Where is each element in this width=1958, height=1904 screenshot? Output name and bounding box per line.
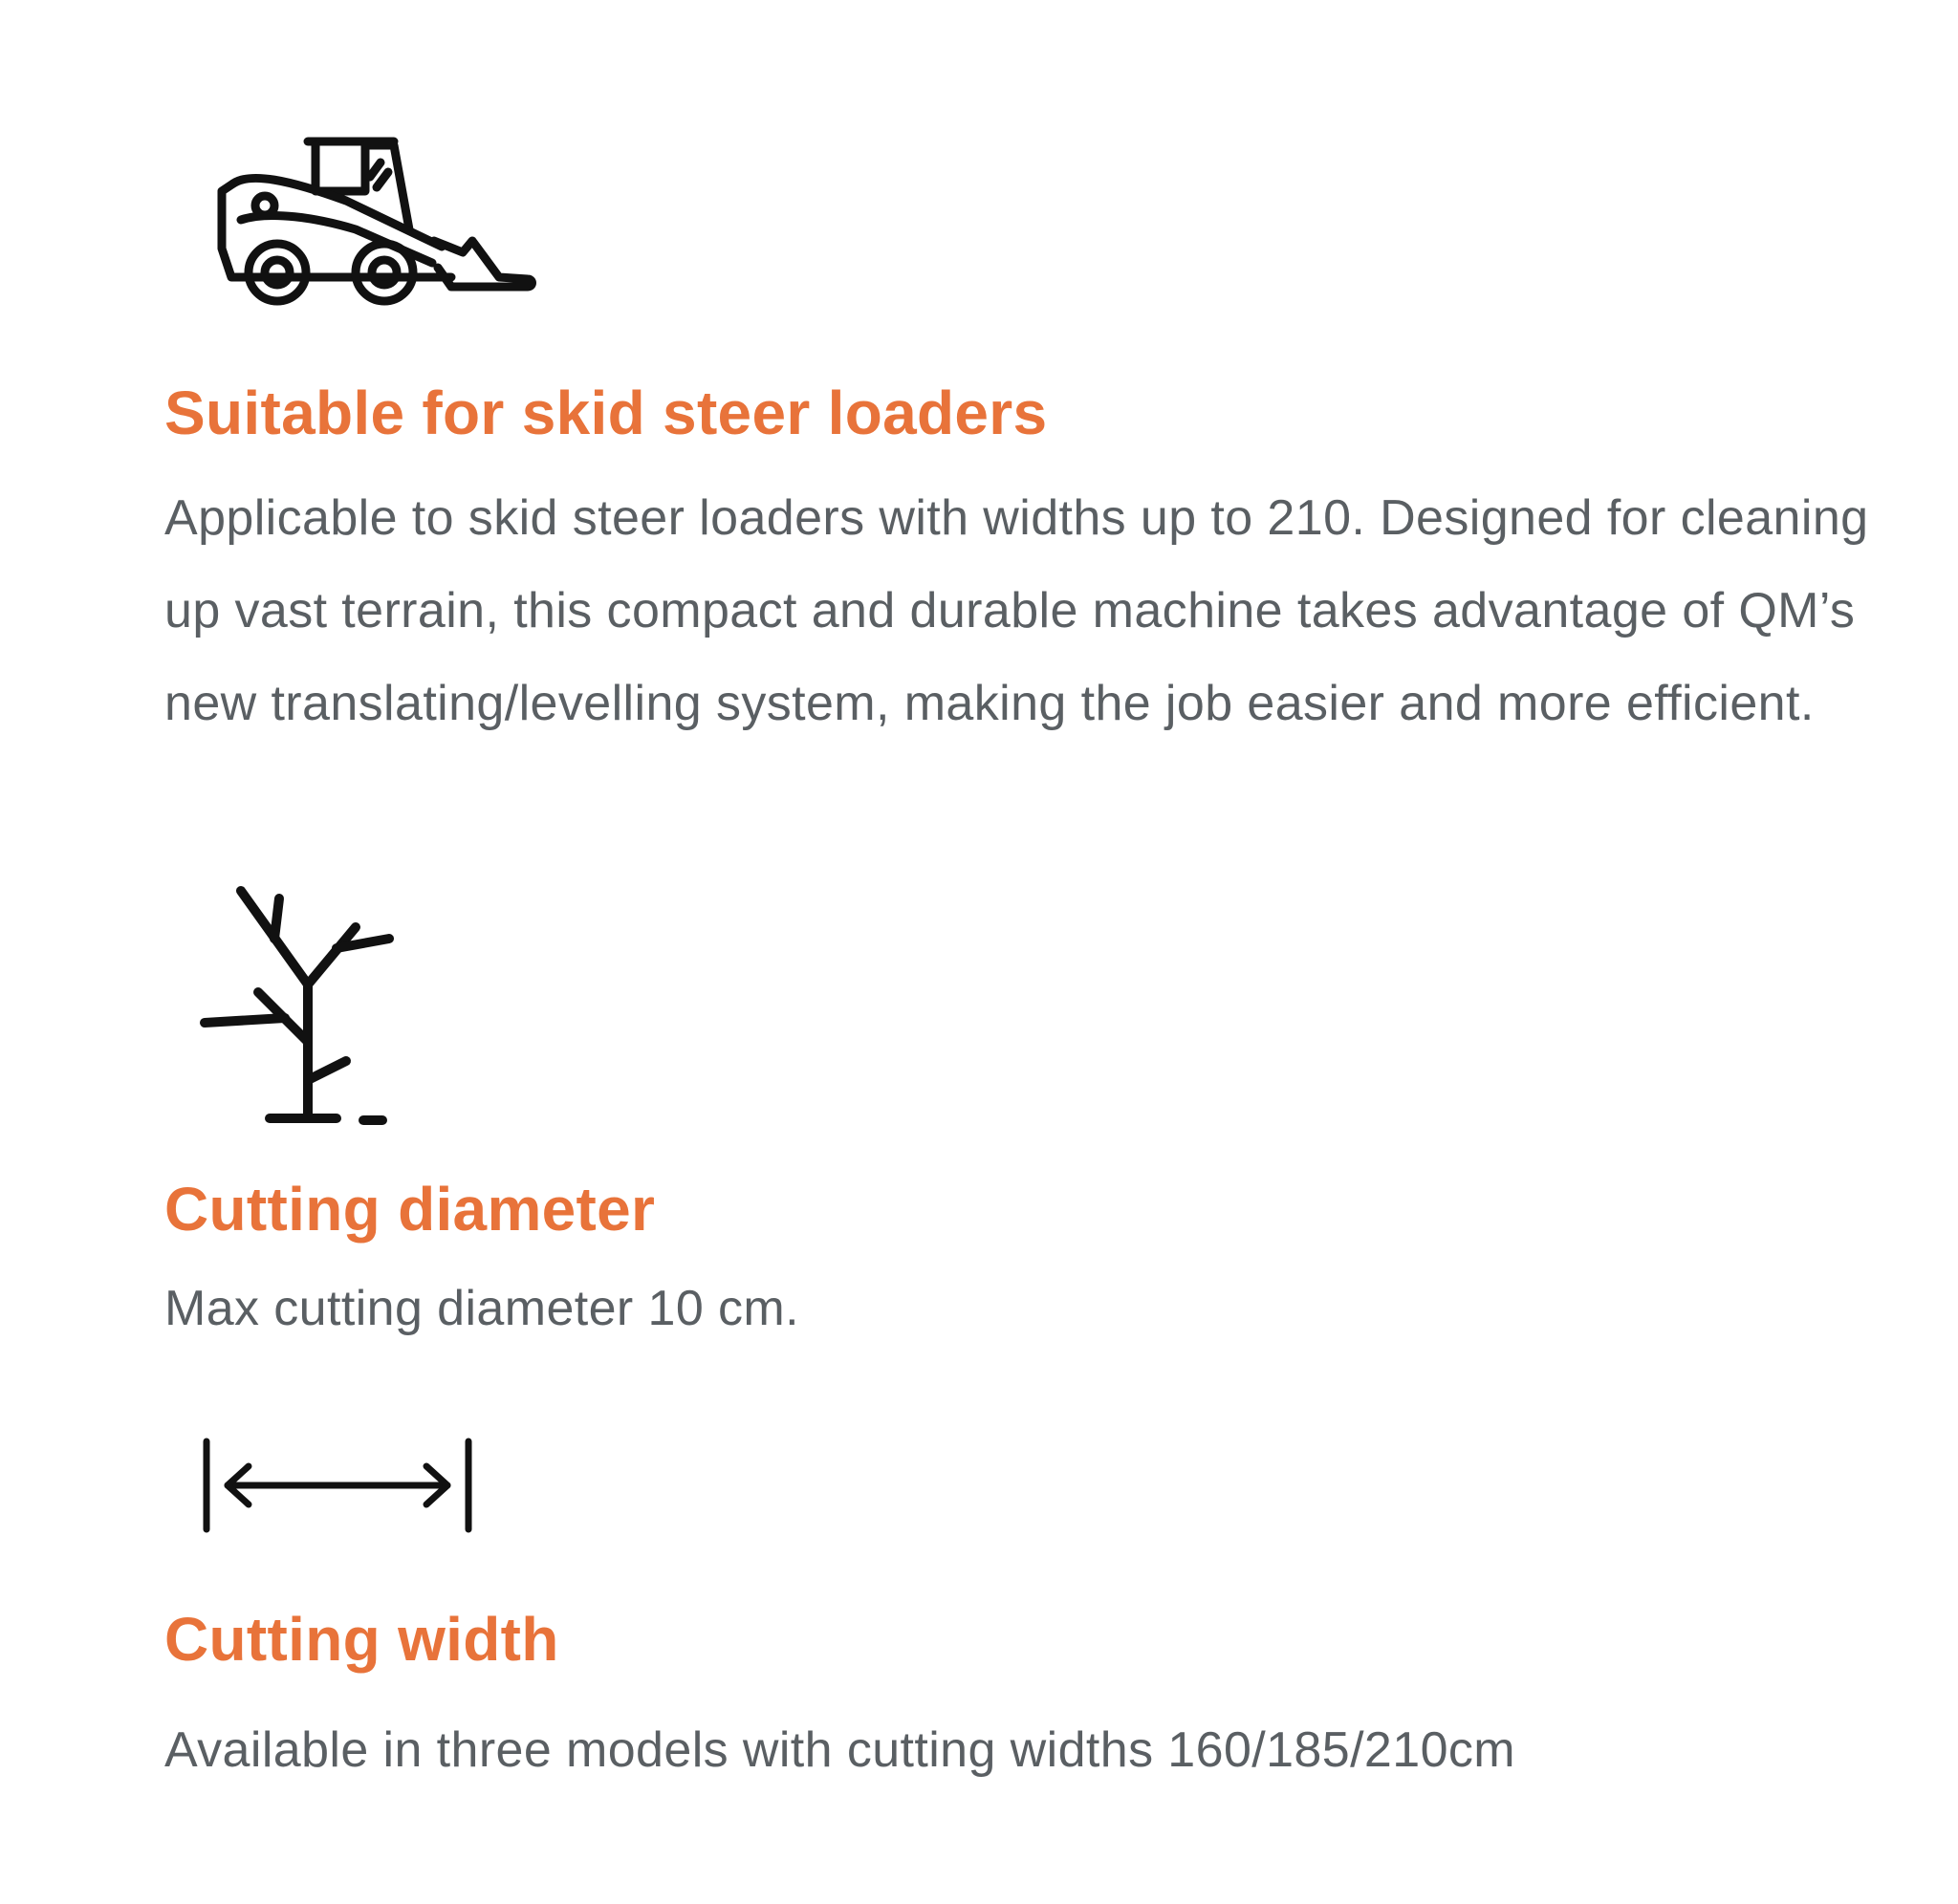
feature-description: Max cutting diameter 10 cm. — [164, 1281, 799, 1336]
feature-title: Cutting width — [164, 1605, 559, 1674]
tree-icon — [193, 879, 413, 1128]
feature-description: Available in three models with cutting widths 160/185/210cm — [164, 1722, 1515, 1778]
feature-skid-steer — [164, 0, 1904, 860]
feature-description: Applicable to skid steer loaders with widths up to 210. Designed for cleaning up vast terrain, this compact and durable machine takes advantage of QM’s new translating/levelling system, making the job easier and more efficient. — [164, 490, 1869, 731]
feature-title: Cutting diameter — [164, 1175, 656, 1244]
skid-steer-loader-icon — [212, 134, 537, 315]
feature-title: Suitable for skid steer loaders — [164, 379, 1048, 447]
feature-cutting-diameter — [164, 860, 1904, 1357]
width-arrow-icon — [199, 1434, 486, 1539]
feature-cutting-width — [164, 1357, 1904, 1787]
